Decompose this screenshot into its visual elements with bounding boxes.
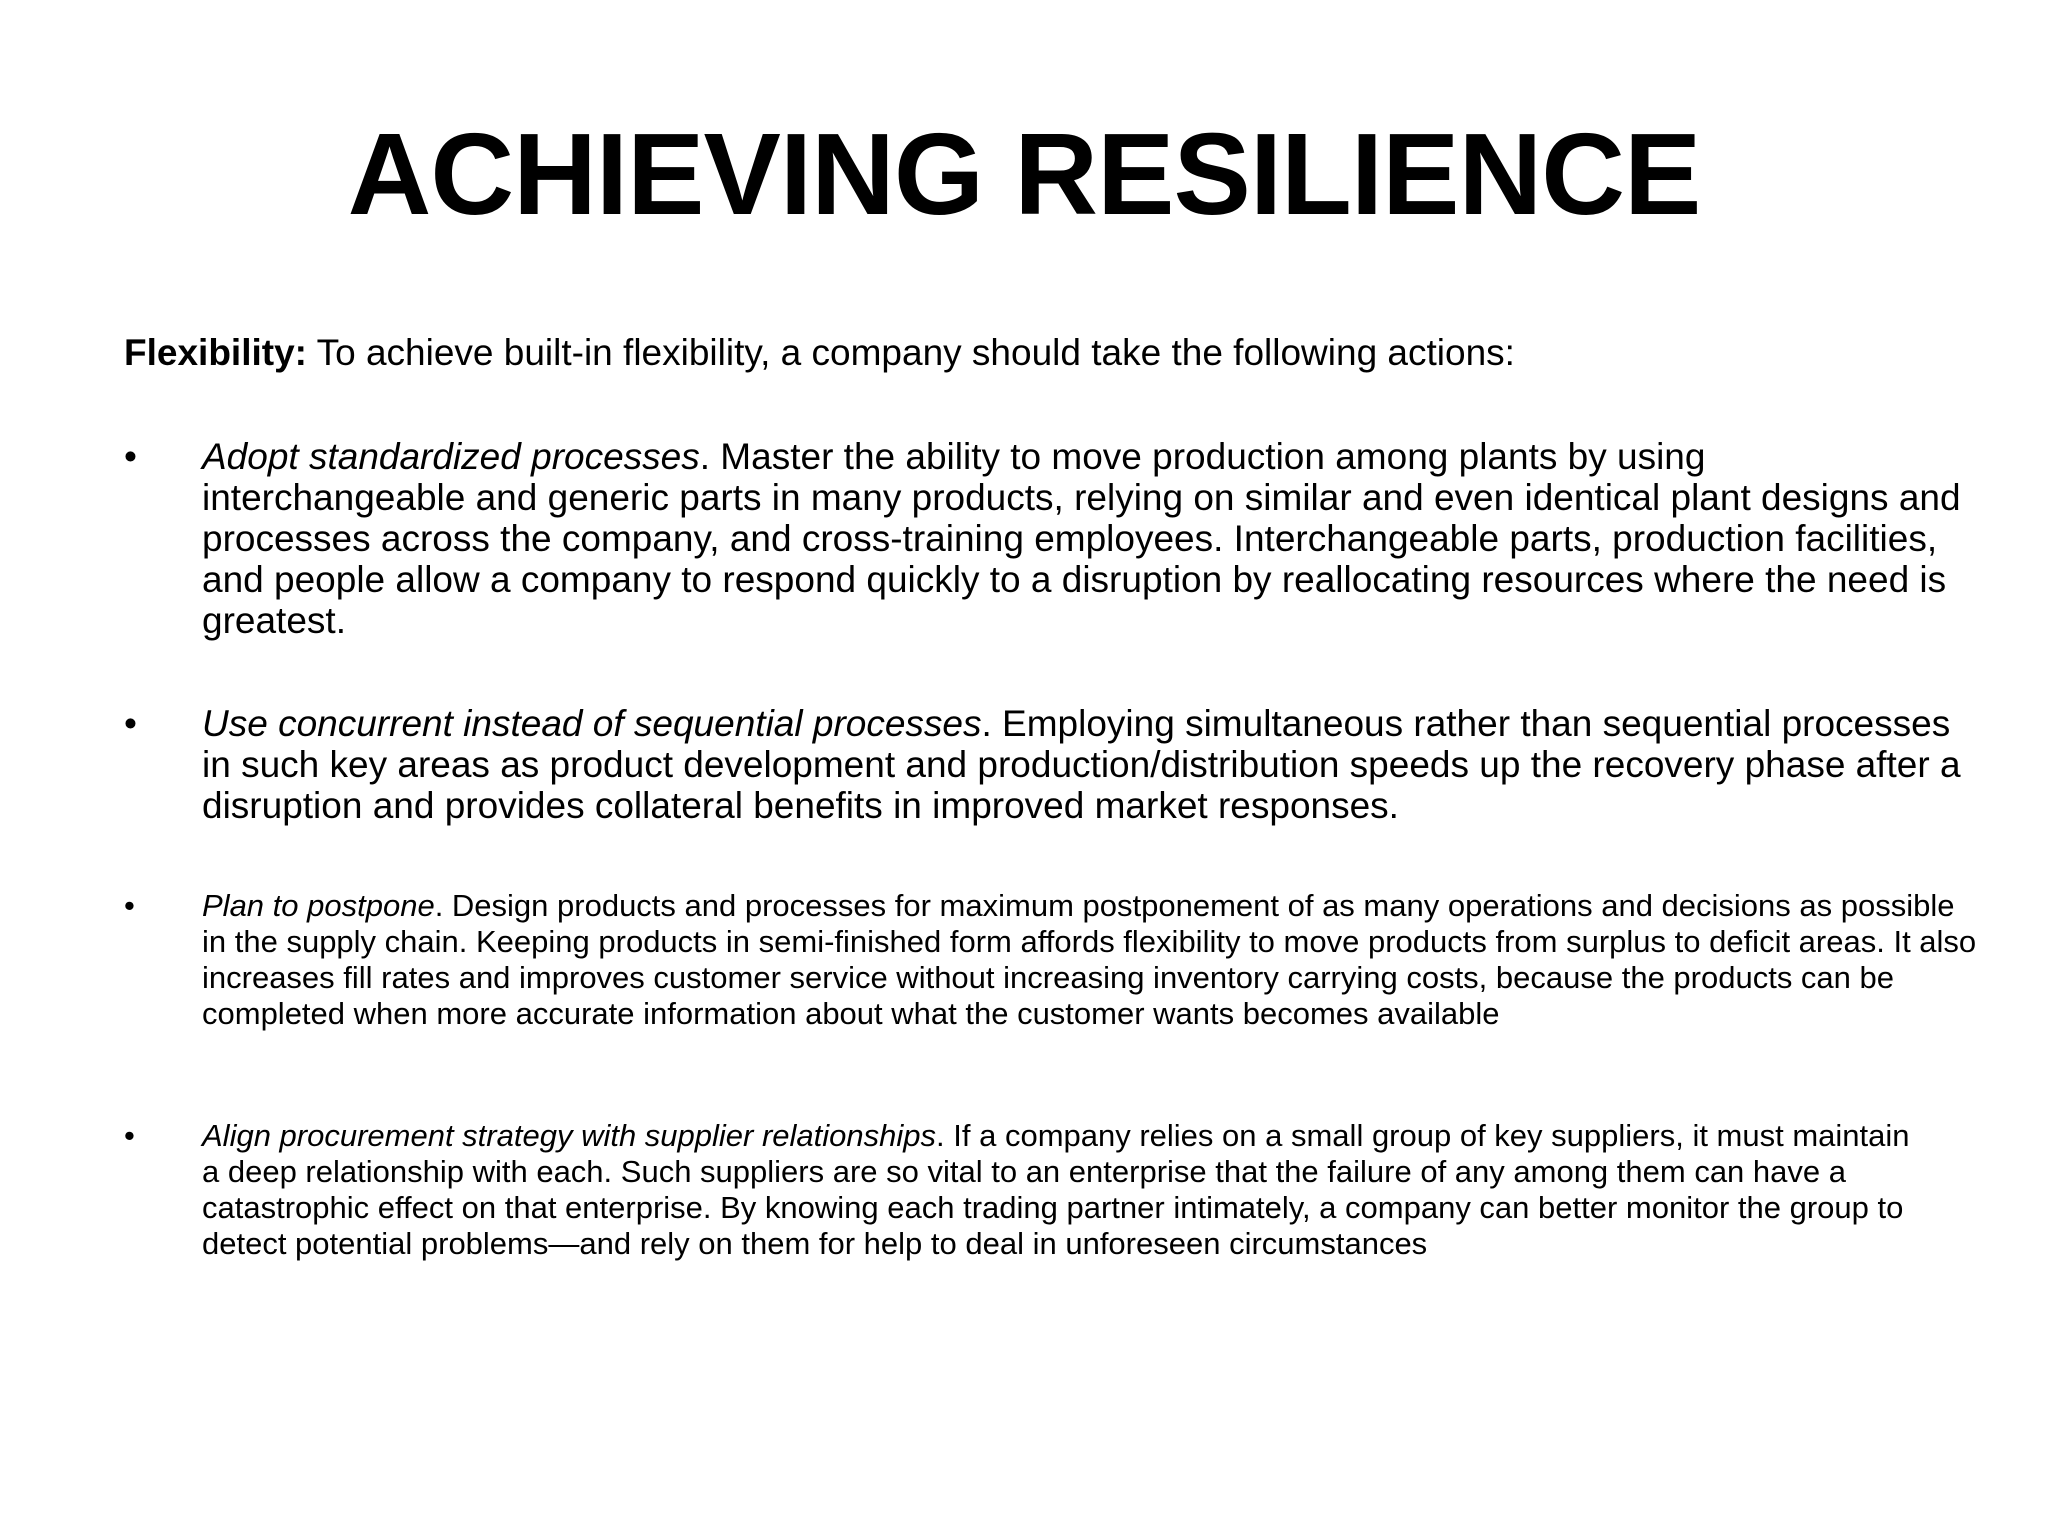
bullet-symbol: •: [124, 888, 135, 923]
slide-title: ACHIEVING RESILIENCE: [347, 109, 1701, 239]
bullet-text: [202, 888, 1982, 1032]
bullet-text: [202, 436, 1972, 641]
bullet-body: . Employing simultaneous rather than sequential processes in such key areas as product development and production/distribution speeds up the recovery phase after a disruption and provides collateral benefits in improved market responses.: [202, 703, 1961, 826]
intro-paragraph: [124, 330, 1924, 376]
bullet-lead: Plan to postpone: [202, 888, 435, 923]
bullet-body: . Master the ability to move production among plants by using interchangeable and generic parts in many products, relying on similar and even identical plant designs and processes across the company, and cross-training employees. Interchangeable parts, production facilities, and people allow a company to respond quickly to a disruption by reallocating resources where the need is greatest.: [202, 436, 1961, 641]
intro-text: To achieve built-in flexibility, a company should take the following actions:: [306, 332, 1515, 373]
bullet-symbol: •: [124, 703, 137, 744]
bullet-symbol: •: [124, 436, 137, 477]
bullet-lead: Align procurement strategy with supplier relationships: [202, 1118, 937, 1153]
bullet-text: [202, 703, 1972, 826]
intro-label: Flexibility:: [124, 332, 307, 373]
bullet-lead: Adopt standardized processes: [202, 436, 700, 477]
bullet-symbol: •: [124, 1118, 135, 1153]
bullet-body: . Design products and processes for maximum postponement of as many operations and decisions as possible in the supply chain. Keeping products in semi-finished form affords flexibility to move products from surplus to deficit areas. It also increases fill rates and improves customer service without increasing inventory carrying costs, because the products can be completed when more accurate information about what the customer wants becomes available: [202, 888, 1977, 1031]
bullet-text: [202, 1118, 1922, 1262]
bullet-body: . If a company relies on a small group of key suppliers, it must maintain a deep relationship with each. Such suppliers are so vital to an enterprise that the failure of any among them can have a catastrophic effect on that enterprise. By knowing each trading partner intimately, a company can better monitor the group to detect potential problems—and rely on them for help to deal in unforeseen circumstances: [202, 1118, 1910, 1261]
bullet-lead: Use concurrent instead of sequential processes: [202, 703, 982, 744]
